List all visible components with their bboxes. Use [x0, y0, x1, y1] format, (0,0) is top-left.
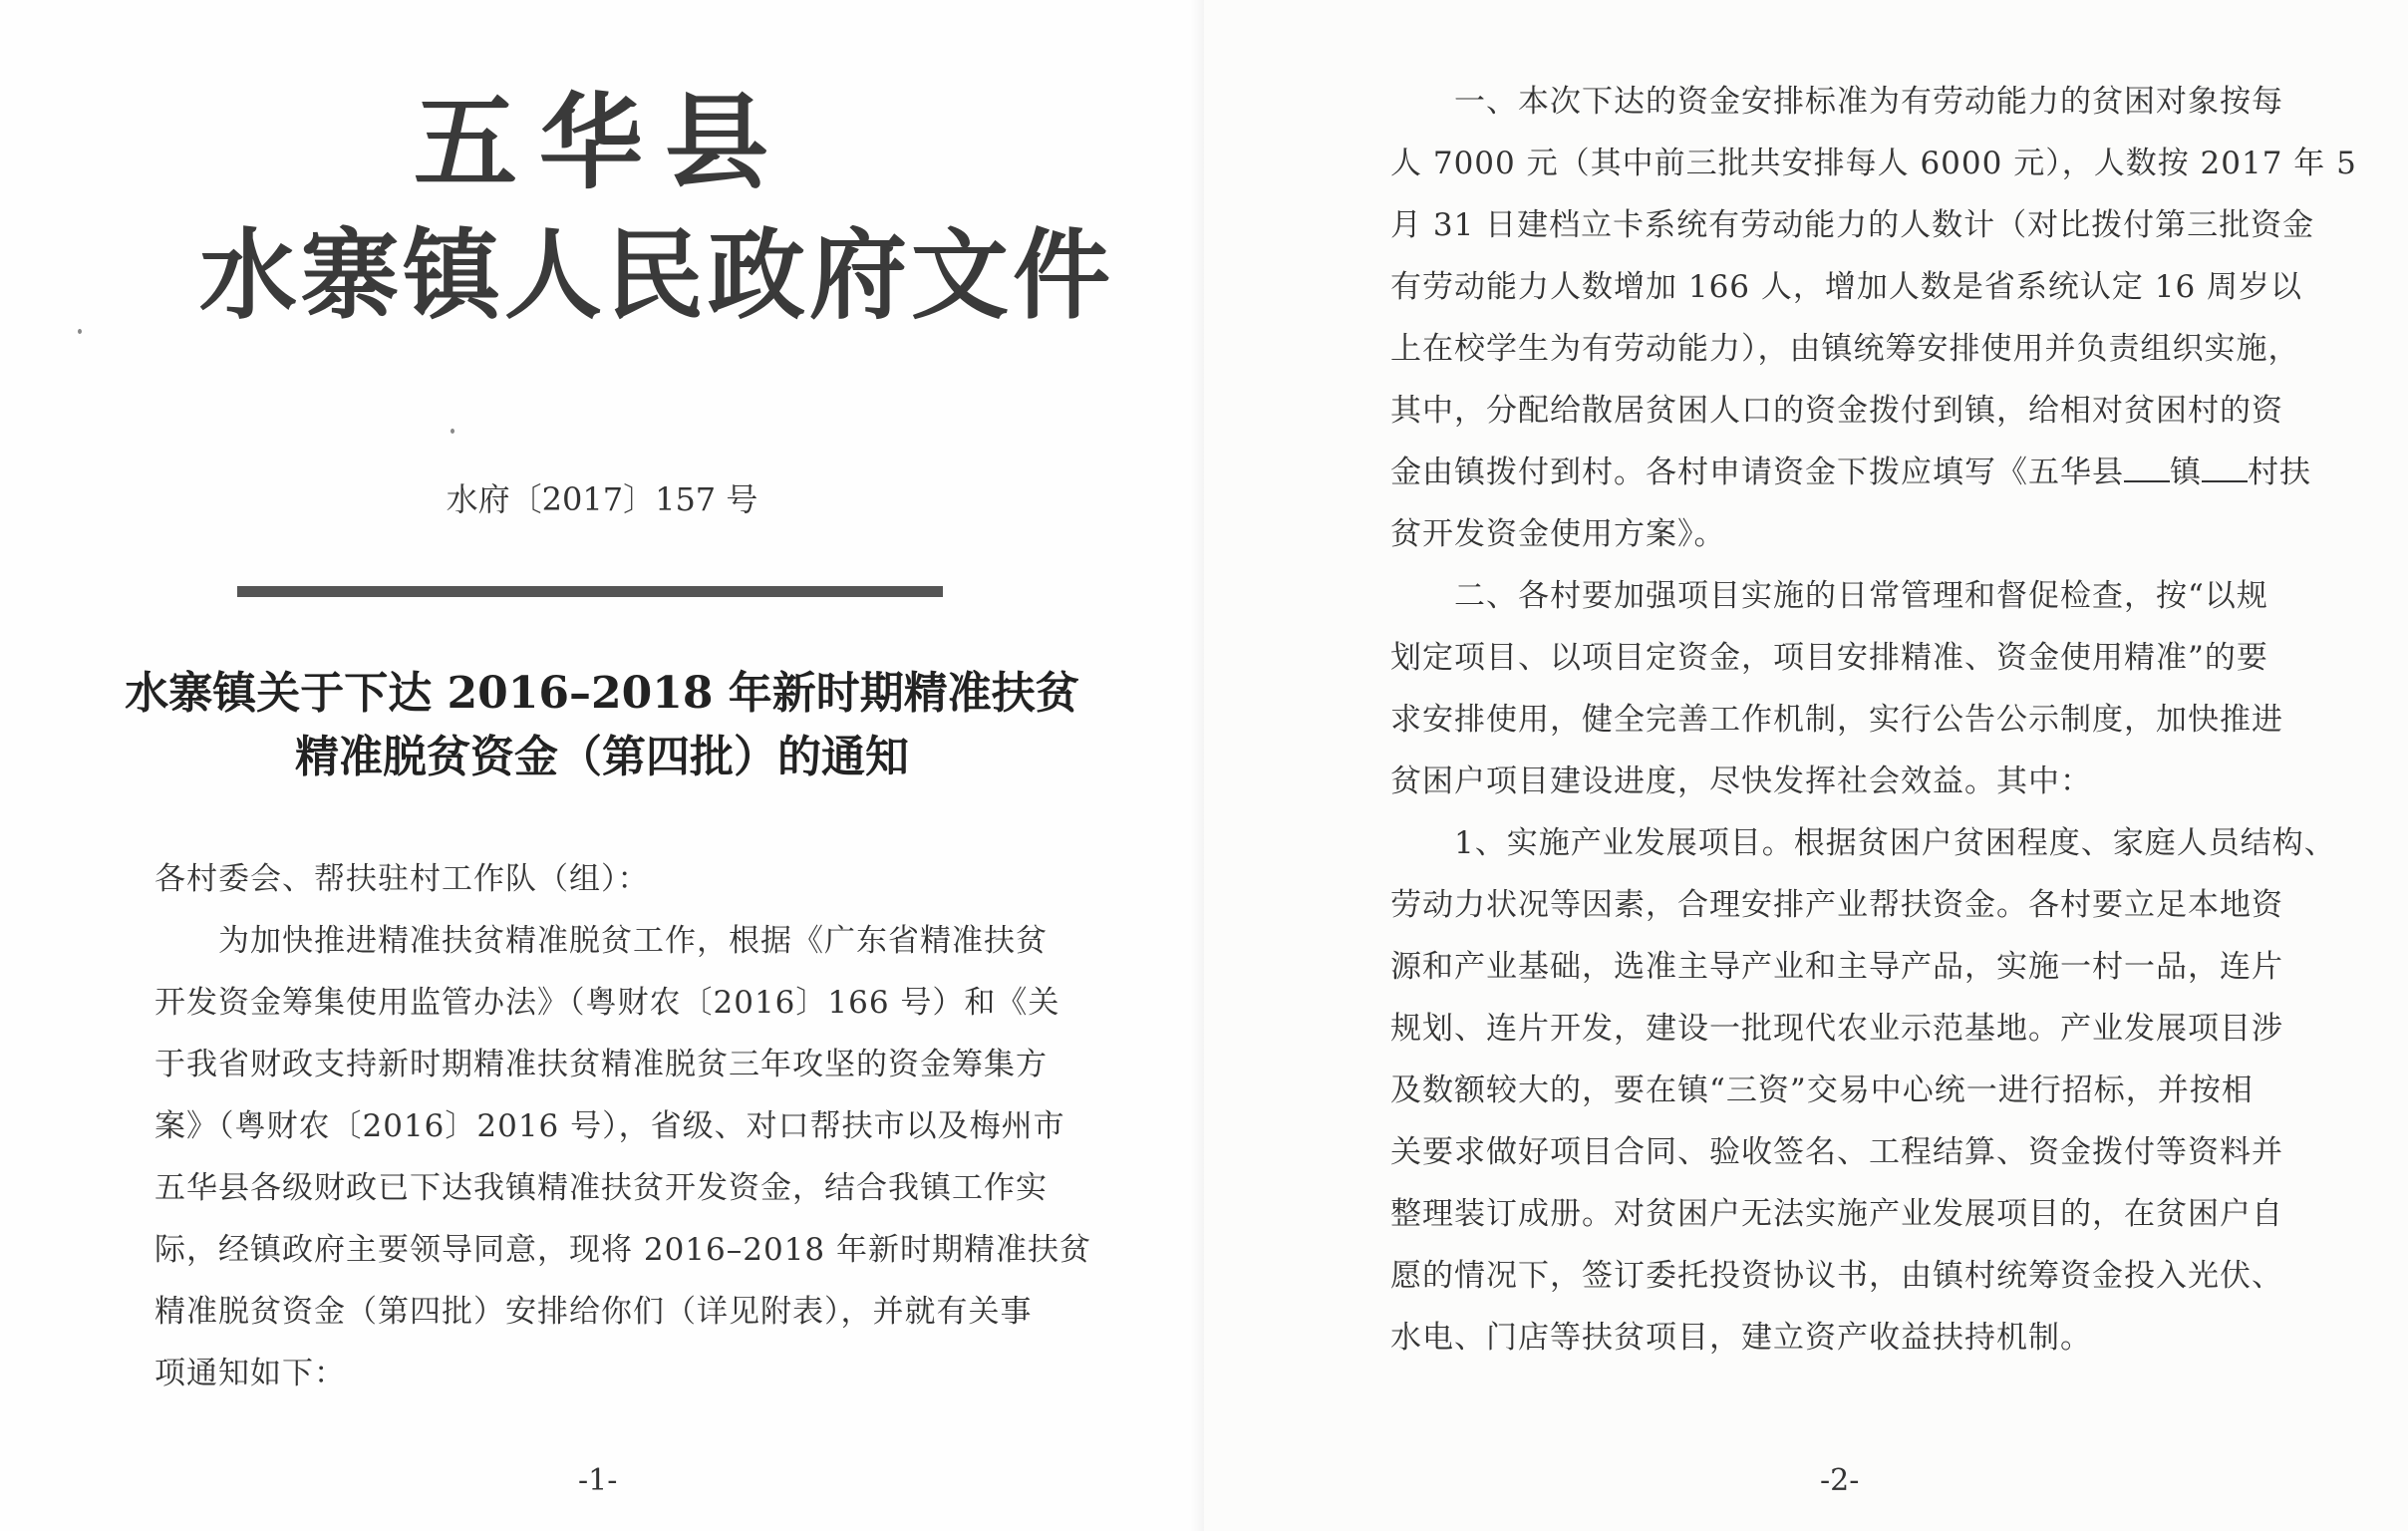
body-line: 求安排使用，健全完善工作机制，实行公告公示制度，加快推进: [1390, 702, 2283, 738]
body-line: 人 7000 元（其中前三批共安排每人 6000 元），人数按 2017 年 5: [1390, 146, 2357, 181]
body-line: 月 31 日建档立卡系统有劳动能力的人数计（对比拨付第三批资金: [1390, 207, 2315, 243]
document-number: 水府〔2017〕157 号: [446, 480, 758, 518]
body-line: 劳动力状况等因素，合理安排产业帮扶资金。各村要立足本地资: [1390, 887, 2283, 923]
page-number: -2-: [1820, 1463, 1860, 1498]
body-line: 源和产业基础，选准主导产业和主导产品，实施一村一品，连片: [1390, 949, 2283, 985]
body-line: 一、本次下达的资金安排标准为有劳动能力的贫困对象按每: [1390, 84, 2283, 120]
body-line-text: 金由镇拨付到村。各村申请资金下拨应填写《五华县: [1390, 455, 2124, 490]
body-line: 整理装订成册。对贫困户无法实施产业发展项目的，在贫困户自: [1390, 1196, 2283, 1232]
blank-suffix-village: 村扶: [2248, 455, 2311, 490]
letterhead-government: 水寨镇人民政府文件: [199, 218, 1115, 333]
body-line: 二、各村要加强项目实施的日常管理和督促检查，按“以规: [1390, 578, 2268, 614]
body-line: 其中，分配给散居贫困人口的资金拨付到镇，给相对贫困村的资: [1390, 393, 2283, 429]
document-title: [120, 662, 1084, 789]
letterhead-county: 五华县: [413, 81, 790, 203]
scan-speck: [78, 329, 82, 334]
blank-suffix-town: 镇: [2170, 455, 2202, 490]
body-line: 愿的情况下，签订委托投资协议书，由镇村统筹资金投入光伏、: [1390, 1258, 2283, 1294]
body-line: 关要求做好项目合同、验收签名、工程结算、资金拨付等资料并: [1390, 1134, 2283, 1170]
title-line-1: 水寨镇关于下达 2016–2018 年新时期精准扶贫: [125, 668, 1079, 719]
body-line: 及数额较大的，要在镇“三资”交易中心统一进行招标，并按相: [1390, 1072, 2254, 1108]
body-line: 贫开发资金使用方案》。: [1390, 516, 1726, 552]
page-number: -1-: [578, 1463, 618, 1498]
body-line: 规划、连片开发，建设一批现代农业示范基地。产业发展项目涉: [1390, 1011, 2283, 1047]
body-line: 为加快推进精准扶贫精准脱贫工作，根据《广东省精准扶贫: [154, 923, 1048, 959]
body-line: 于我省财政支持新时期精准扶贫精准脱贫三年攻坚的资金筹集方: [154, 1047, 1048, 1082]
body-line: 案》（粤财农〔2016〕2016 号），省级、对口帮扶市以及梅州市: [154, 1108, 1065, 1144]
body-line: 开发资金筹集使用监管办法》（粤财农〔2016〕166 号）和《关: [154, 985, 1060, 1021]
header-divider: [237, 586, 943, 597]
body-line: 精准脱贫资金（第四批）安排给你们（详见附表），并就有关事: [154, 1294, 1033, 1330]
title-line-2: 精准脱贫资金（第四批）的通知: [295, 732, 909, 782]
body-line: 各村委会、帮扶驻村工作队（组）：: [154, 861, 650, 897]
body-line: 有劳动能力人数增加 166 人，增加人数是省系统认定 16 周岁以: [1390, 269, 2303, 305]
scan-speck: [451, 429, 454, 434]
body-line: 水电、门店等扶贫项目，建立资产收益扶持机制。: [1390, 1320, 2092, 1356]
body-line: 1、实施产业发展项目。根据贫困户贫困程度、家庭人员结构、: [1390, 825, 2336, 861]
blank-underline: [2202, 455, 2248, 482]
body-line-with-blanks: [1390, 447, 2311, 491]
body-line: 五华县各级财政已下达我镇精准扶贫开发资金，结合我镇工作实: [154, 1170, 1048, 1206]
body-line: 际，经镇政府主要领导同意，现将 2016–2018 年新时期精准扶贫: [154, 1232, 1091, 1268]
body-line: 上在校学生为有劳动能力），由镇统筹安排使用并负责组织实施，: [1390, 331, 2300, 367]
blank-underline: [2124, 455, 2170, 482]
body-line: 项通知如下：: [154, 1356, 346, 1391]
body-line: 贫困户项目建设进度，尽快发挥社会效益。其中：: [1390, 764, 2092, 799]
body-line: 划定项目、以项目定资金，项目安排精准、资金使用精准”的要: [1390, 640, 2268, 676]
